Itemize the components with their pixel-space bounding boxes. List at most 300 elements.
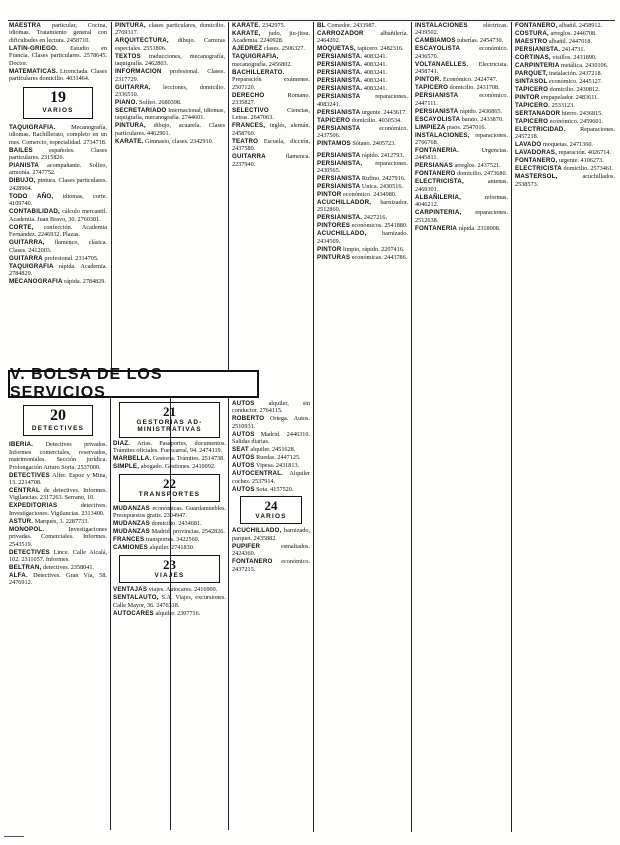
- section-header-23: [119, 555, 220, 583]
- ad-list: [115, 22, 225, 145]
- classified-ad: [9, 518, 107, 525]
- classified-ad: [9, 45, 107, 67]
- column-rule: [511, 22, 512, 832]
- ad-text: cálculo mercantil. Academia. Juan Bravo, 30. 2760381.: [9, 208, 107, 223]
- ad-text: instalación. 2437218.: [548, 70, 603, 77]
- page-corner-mark: [4, 830, 24, 837]
- ad-list: [113, 440, 226, 471]
- column-rule: [313, 22, 314, 832]
- classified-ad: [317, 61, 408, 68]
- classified-ad: [415, 225, 508, 232]
- ad-keyword: PINTURAS: [317, 253, 351, 261]
- classified-ad: [515, 46, 615, 53]
- ad-keyword: PERSIANISTA.: [317, 61, 363, 69]
- classified-ad: [115, 107, 225, 122]
- classified-ad: [317, 30, 408, 45]
- ad-text: Comedor. 2433987.: [327, 22, 377, 29]
- ad-text: dibujo, acuarela. Clases particulares. 4462901.: [115, 122, 225, 137]
- classified-ad: [317, 230, 408, 245]
- ad-text: barnizador. 2512860.: [317, 199, 408, 214]
- classified-ad: [415, 170, 508, 177]
- classified-ad: [515, 62, 615, 69]
- ad-keyword: AUTOCARES: [113, 609, 154, 617]
- ad-text: Económico. 2424747.: [442, 76, 498, 84]
- ad-keyword: PERSIANISTA.: [317, 214, 363, 222]
- ad-keyword: SECRETARIADO: [115, 107, 167, 115]
- ad-keyword: MONOPOL.: [9, 525, 45, 533]
- section-number: 24: [264, 498, 278, 514]
- ad-keyword: SINTASOL: [515, 78, 548, 85]
- ad-text: Gimnasio, clases. 2342910.: [145, 137, 214, 145]
- ad-keyword: PINTAMOS: [317, 140, 351, 148]
- ad-text: Licenciada. Clases particulares domicilio. 4031464.: [9, 67, 107, 83]
- ad-keyword: PINTOR: [515, 94, 540, 101]
- ad-list: [9, 441, 107, 586]
- classified-ad: [317, 160, 408, 175]
- classified-ad: [317, 85, 408, 92]
- classified-ad: [232, 527, 310, 542]
- classified-ad: [115, 122, 225, 137]
- classified-ad: [113, 520, 226, 527]
- ad-keyword: FRANCES: [113, 536, 145, 544]
- classified-ad: [9, 193, 107, 208]
- ad-keyword: MECANOGRAFIA: [9, 277, 63, 285]
- ad-keyword: PUPIFER: [232, 542, 261, 550]
- section-name: VARIOS: [42, 107, 74, 115]
- ad-keyword: ELECTRICISTA,: [415, 178, 464, 186]
- ad-text: acompañante. Solfeo, armonía. 2747752.: [9, 162, 107, 177]
- classified-ad: [317, 93, 408, 108]
- classified-ad: [9, 502, 107, 517]
- ad-keyword: LAVADO: [515, 141, 542, 149]
- ad-keyword: INFORMACION: [115, 68, 162, 76]
- ad-keyword: AJEDREZ: [232, 45, 263, 53]
- ad-text: económicas. Guardamuebles. Presupuestos gratis. 2304947.: [113, 505, 226, 520]
- ad-keyword: DERECHO: [232, 91, 265, 99]
- classified-ad: [415, 124, 508, 131]
- ad-keyword: TAPICERO: [317, 116, 351, 124]
- ad-keyword: PERSIANISTA: [317, 183, 361, 191]
- ad-keyword: ASTUR.: [9, 517, 34, 525]
- ad-keyword: INSTALACIONES: [415, 22, 468, 29]
- ad-keyword: CAMBIAMOS: [415, 37, 456, 45]
- classified-ad: [415, 45, 508, 60]
- ad-text: económicas. 2443786.: [351, 253, 408, 261]
- column-rule: [228, 22, 229, 370]
- classified-ad: [9, 526, 107, 548]
- classified-ad: [115, 99, 225, 106]
- ad-keyword: FRANCES,: [232, 122, 266, 130]
- ad-text: económico. 2437506.: [317, 124, 408, 140]
- ad-text: acuchillados. 2538573.: [515, 173, 615, 188]
- section-number: 22: [163, 475, 176, 491]
- ad-text: visillos. 2431890.: [552, 54, 597, 61]
- ad-keyword: CONTABILIDAD,: [9, 208, 60, 216]
- ad-text: de detectives. Informes. Vigilancias. 2317263. Serrano, 10.: [9, 487, 107, 502]
- ad-text: confección. Academia Fernández. 2246932. Plazas.: [9, 223, 107, 239]
- ad-keyword: CAMIONES: [113, 544, 148, 552]
- ad-keyword: DIBUJO,: [9, 177, 36, 185]
- ad-keyword: EXPEDITORIAS: [9, 502, 58, 510]
- ad-text: albañil. 2458912.: [559, 22, 603, 29]
- classified-ad: [232, 558, 310, 573]
- ad-keyword: ELECTRICISTA: [515, 165, 562, 173]
- ad-keyword: FONTANERO: [415, 170, 456, 178]
- ad-text: Mecanografía, idiomas. Bachillerato, completo en un mes. Comercio, especialidad. 2734718.: [9, 123, 107, 146]
- ad-keyword: ARQUITECTURA,: [115, 37, 169, 45]
- ad-text: económico. 2436570.: [415, 45, 508, 60]
- classified-ad: [9, 441, 107, 471]
- ad-keyword: PERSIANISTA: [317, 124, 361, 132]
- ad-keyword: TEXTOS: [115, 52, 141, 60]
- ad-keyword: MATEMATICAS.: [9, 67, 58, 75]
- classified-ad: [9, 147, 107, 162]
- classified-ad: [515, 54, 615, 61]
- classified-ad: [317, 109, 408, 116]
- classified-ad: [232, 431, 310, 446]
- ad-text: inglés, alemán. 2458760.: [232, 122, 310, 137]
- ad-text: limpio, rápido. 2207416.: [343, 245, 405, 253]
- ad-text: domicilio. 2431708.: [449, 84, 500, 92]
- ad-keyword: ACUCHILLADOR,: [317, 199, 372, 207]
- ad-keyword: PINTOR.: [415, 76, 442, 84]
- classified-ad: [115, 84, 225, 99]
- classified-ad: [9, 162, 107, 177]
- ad-text: tuberías. 2454730.: [457, 37, 504, 45]
- section-name: VIAJES: [154, 571, 185, 579]
- ad-keyword: PINTOR: [317, 191, 342, 199]
- ad-text: albañilería. 2464202.: [317, 30, 408, 45]
- section-name: DETECTIVES: [31, 425, 85, 432]
- classified-ad: [317, 183, 408, 190]
- ad-keyword: FONTANERO,: [515, 22, 558, 29]
- classified-ad: [9, 255, 107, 262]
- classified-ad: [415, 37, 508, 44]
- section-banner: [8, 366, 259, 401]
- ad-text: Internacional, idiomas, taquigrafía, mecanografía. 2744601.: [115, 107, 225, 122]
- ad-text: Preparación exámenes. 2507120.: [232, 76, 310, 91]
- classified-ad: [317, 69, 408, 76]
- ad-text: detectives. Investigaciones. Vigilancias. 2313400.: [9, 502, 107, 517]
- ad-text: Ciencias, Letras. 2647063.: [232, 107, 310, 122]
- ad-text: Romano. 2335827.: [232, 91, 310, 107]
- ad-text: Gestoría. Trámites. 2514738.: [152, 455, 225, 463]
- column-5: [415, 22, 508, 832]
- classified-ad: [415, 132, 508, 147]
- page-top-rule: [8, 20, 615, 21]
- ad-keyword: FONTANERO: [232, 558, 273, 566]
- ad-text: empapelador. 2483611.: [541, 94, 599, 101]
- classified-ad: [232, 53, 310, 68]
- ad-text: arreglos. 2446708.: [550, 30, 597, 37]
- ad-text: pisos. 2547016.: [447, 123, 487, 131]
- section-header-19: [23, 87, 93, 118]
- classified-ad: [415, 209, 508, 224]
- ad-text: domicilio. 2434681.: [151, 520, 202, 528]
- ad-keyword: SIMPLE,: [113, 463, 140, 471]
- ad-keyword: KARATE.: [232, 22, 261, 29]
- ad-text: rápido. 2436865.: [459, 107, 502, 115]
- ad-keyword: SERTANADOR: [515, 110, 561, 117]
- classified-ad: [232, 462, 310, 469]
- ad-list: [113, 586, 226, 617]
- classified-ad: [115, 53, 225, 68]
- classified-ad: [415, 116, 508, 123]
- classified-ad: [9, 224, 107, 239]
- classified-ad: [317, 53, 408, 60]
- ad-keyword: AUTOS: [232, 430, 255, 438]
- ad-list: [515, 22, 615, 188]
- ad-keyword: CORTINAS,: [515, 54, 551, 61]
- classified-ad: [232, 122, 310, 137]
- ad-text: urgente. 4106273.: [559, 157, 604, 165]
- ad-list: [317, 152, 408, 262]
- ad-list: [232, 527, 310, 573]
- ad-text: 4083241.: [363, 85, 388, 93]
- ad-text: flamenco, clásica. Clases. 2412003.: [9, 239, 107, 254]
- ad-keyword: VENTAJAS: [113, 586, 148, 594]
- classified-ad: [9, 278, 107, 285]
- ad-text: barato. 2433870.: [461, 115, 504, 123]
- ad-keyword: GUITARRA: [232, 153, 266, 161]
- ad-keyword: PERSIANISTA,: [317, 159, 363, 167]
- ad-text: alquiler. 2741830.: [149, 544, 195, 552]
- classified-ad: [232, 92, 310, 107]
- classified-ad: [415, 178, 508, 193]
- classified-ad: [317, 222, 408, 229]
- classified-ad: [113, 455, 226, 462]
- ad-text: 2427216.: [363, 214, 388, 222]
- ad-text: clases particulares, domicilio. 2769317.: [115, 22, 225, 37]
- ad-text: Investigaciones privadas. Comerciales. Informes. 2543519.: [9, 525, 107, 548]
- section-number: 23: [163, 556, 176, 572]
- ad-text: alquiler. 2307716.: [155, 609, 201, 617]
- ad-text: profesional. 2314705.: [44, 254, 99, 262]
- ad-text: alquiler, sin conductor. 2764115.: [232, 400, 310, 415]
- column-4: [317, 22, 408, 832]
- column-1-top: [9, 22, 107, 370]
- ad-text: 4083241.: [363, 77, 388, 85]
- classified-ad: [515, 126, 615, 141]
- classified-ad: [515, 110, 615, 117]
- section-number: 20: [50, 407, 66, 424]
- classified-ad: [232, 470, 310, 485]
- classified-ad: [415, 92, 508, 107]
- classified-ad: [9, 124, 107, 146]
- ad-text: S.A. Viajes, excursiones. Calle Mayor, 36. 2476318.: [113, 594, 226, 609]
- ad-keyword: PIANISTA: [9, 162, 40, 170]
- ad-text: económico. 2459601.: [549, 118, 604, 125]
- ad-text: Electricista. 2458741.: [415, 60, 508, 76]
- ad-keyword: TAQUIGRAFIA,: [232, 53, 279, 61]
- ad-keyword: SELECTIVO: [232, 107, 269, 115]
- ad-text: Madrid. 2446310. Salidas diarias.: [232, 430, 310, 446]
- classified-ad: [415, 76, 508, 83]
- ad-text: Escuela, dicción. 2437580.: [232, 137, 310, 153]
- ad-list: [9, 22, 107, 82]
- classified-ad: [232, 22, 310, 29]
- classified-ad: [317, 254, 408, 261]
- classified-ad: [515, 38, 615, 45]
- ad-keyword: MUDANZAS: [113, 528, 151, 536]
- classified-ad: [9, 263, 107, 278]
- ad-text: Estudio en Francia. Clases particulares. 2578645. Doctor.: [9, 44, 107, 67]
- ad-text: arreglos. 2437521.: [454, 162, 501, 170]
- classified-ad: [317, 175, 408, 182]
- ad-keyword: PIANO.: [115, 99, 138, 107]
- ad-keyword: CARPINTERIA: [515, 62, 560, 69]
- ad-keyword: FONTANERIA.: [415, 147, 460, 155]
- classified-ad: [9, 239, 107, 254]
- ad-keyword: PERSIANISTA.: [317, 85, 363, 93]
- classified-ad: [515, 141, 615, 148]
- ad-keyword: CARROZADOR: [317, 30, 364, 37]
- classified-ad: [113, 544, 226, 551]
- classified-ad: [113, 610, 226, 617]
- section-header-20: [23, 405, 93, 436]
- classified-ad: [115, 68, 225, 83]
- classified-ad: [232, 107, 310, 122]
- ad-keyword: PINTURA,: [115, 22, 146, 29]
- classified-ad: [113, 536, 226, 543]
- column-1-bottom: [9, 400, 107, 830]
- ad-keyword: MUDANZAS: [113, 520, 151, 528]
- column-rule: [110, 398, 111, 830]
- ad-text: rápido. 2412793.: [361, 151, 404, 159]
- ad-keyword: MOQUETAS,: [317, 45, 356, 53]
- ad-keyword: PERSIANISTA: [415, 107, 459, 115]
- classified-ad: [515, 102, 615, 109]
- classified-ad: [317, 140, 408, 147]
- classified-ad: [317, 152, 408, 159]
- classified-ad: [9, 22, 107, 44]
- ad-keyword: PERSIANAS: [415, 162, 453, 170]
- ad-keyword: ROBERTO: [232, 415, 265, 423]
- ad-keyword: TAPICERO: [515, 86, 549, 93]
- ad-keyword: FONTANERIA: [415, 224, 458, 232]
- ad-keyword: COSTURA,: [515, 30, 549, 37]
- ad-text: traducciones, mecanografía, taquigrafía. 2462803.: [115, 52, 225, 68]
- ad-text: abogado. Gestiones. 2410092.: [140, 463, 216, 471]
- ad-text: rápida. Academia. 2784829.: [9, 262, 107, 277]
- ad-keyword: PERSIANISTA: [317, 175, 361, 183]
- classified-ad: [515, 173, 615, 188]
- ad-text: domicilio. 2430812.: [549, 86, 600, 93]
- ad-text: 2533123.: [551, 102, 575, 109]
- ad-text: metálica. 2430106.: [561, 62, 609, 69]
- ad-text: rápida. 2784829.: [64, 277, 106, 285]
- ad-list: [9, 124, 107, 285]
- ad-text: Arias. Pasaportes, documentos. Trámites oficiales. Fuencarral, 94. 2474119.: [113, 439, 226, 455]
- ad-keyword: ESCAYOLISTA: [415, 45, 461, 53]
- ad-text: Alquiler coches. 2537914.: [232, 470, 310, 485]
- classified-ad: [415, 108, 508, 115]
- ad-keyword: MARBELLA.: [113, 455, 152, 463]
- ad-keyword: ESCAYOLISTA: [415, 115, 461, 123]
- ad-text: Urgencias. 2445811.: [415, 147, 508, 162]
- classified-ad: [115, 37, 225, 52]
- ad-text: esmaltados. 2424360.: [232, 542, 310, 558]
- classified-ad: [113, 463, 226, 470]
- classified-ad: [515, 30, 615, 37]
- ad-keyword: MASTERSOL,: [515, 173, 558, 181]
- ad-keyword: PERSIANISTA: [317, 93, 361, 101]
- classified-ad: [9, 208, 107, 223]
- ad-keyword: MAESTRA: [9, 22, 41, 29]
- ad-text: antenas. 2469301.: [415, 178, 508, 193]
- classified-ad: [317, 45, 408, 52]
- ad-text: lecciones, domicilio. 2336510.: [115, 83, 225, 99]
- classified-ad: [515, 94, 615, 101]
- classified-ad: [515, 70, 615, 77]
- classified-ad: [9, 572, 107, 587]
- classified-ad: [317, 246, 408, 253]
- ad-text: barnizado. 2434569.: [317, 230, 408, 245]
- column-3-top: [232, 22, 310, 370]
- ad-text: Sota. 4157520.: [256, 485, 294, 493]
- classified-ad: [415, 147, 508, 162]
- ad-keyword: CENTRAL: [9, 487, 40, 495]
- ad-text: Solfeo. 2680398.: [139, 99, 182, 107]
- column-rule: [411, 22, 412, 832]
- classified-ad: [9, 564, 107, 571]
- section-header-22: [119, 474, 220, 502]
- ad-keyword: TODO AÑO,: [9, 192, 54, 200]
- ad-keyword: PERSIANISTA.: [515, 46, 561, 53]
- ad-keyword: ACUCHILLADO,: [232, 527, 282, 535]
- classified-ad: [232, 454, 310, 461]
- ad-text: viajes. Autocares. 2416900.: [148, 586, 218, 594]
- classified-ad: [232, 543, 310, 558]
- ad-text: económico. 2434980.: [343, 191, 397, 199]
- column-2-top: [115, 22, 225, 370]
- ad-keyword: PERSIANISTA: [317, 151, 361, 159]
- ad-keyword: GUITARRA,: [115, 83, 151, 91]
- ad-keyword: ELECTRICIDAD.: [515, 126, 566, 133]
- ad-text: reparación. 4026714.: [558, 149, 611, 157]
- ad-list: [232, 22, 310, 168]
- section-name: TRANSPORTES: [138, 490, 201, 498]
- ad-text: reparaciones. 2766768.: [415, 131, 508, 147]
- ad-keyword: ALBAÑILERIA,: [415, 193, 462, 201]
- ad-keyword: FONTANERO,: [515, 157, 558, 165]
- classified-ad: [113, 586, 226, 593]
- ad-text: dibujo. Carreras especiales. 2551806.: [115, 37, 225, 52]
- classified-ad: [317, 125, 408, 140]
- ad-keyword: PERSIANISTA.: [317, 69, 363, 77]
- ad-keyword: SENTALAUTO,: [113, 594, 159, 602]
- ad-text: mecanografía. 2456802.: [232, 60, 292, 68]
- classified-ad: [515, 165, 615, 172]
- ad-keyword: TAQUIGRAFIA.: [9, 123, 56, 131]
- ad-text: económico. 2445127.: [548, 78, 603, 85]
- ad-keyword: AUTOS: [232, 400, 255, 407]
- column-6: [515, 22, 615, 832]
- ad-list: [317, 22, 408, 148]
- classified-ad: [317, 22, 408, 29]
- classified-ad: [317, 199, 408, 214]
- section-number: 21: [163, 404, 176, 419]
- classified-ad: [232, 138, 310, 153]
- ad-keyword: PINTURA,: [115, 122, 146, 130]
- classified-ad: [515, 157, 615, 164]
- section-header-21: [119, 402, 220, 438]
- ad-text: españoles. Clases particulares. 2315826.: [9, 146, 107, 162]
- ad-text: económico. 2447111.: [415, 92, 508, 107]
- ad-keyword: GUITARRA: [9, 254, 43, 262]
- classified-ad: [232, 30, 310, 45]
- ad-list: [415, 22, 508, 232]
